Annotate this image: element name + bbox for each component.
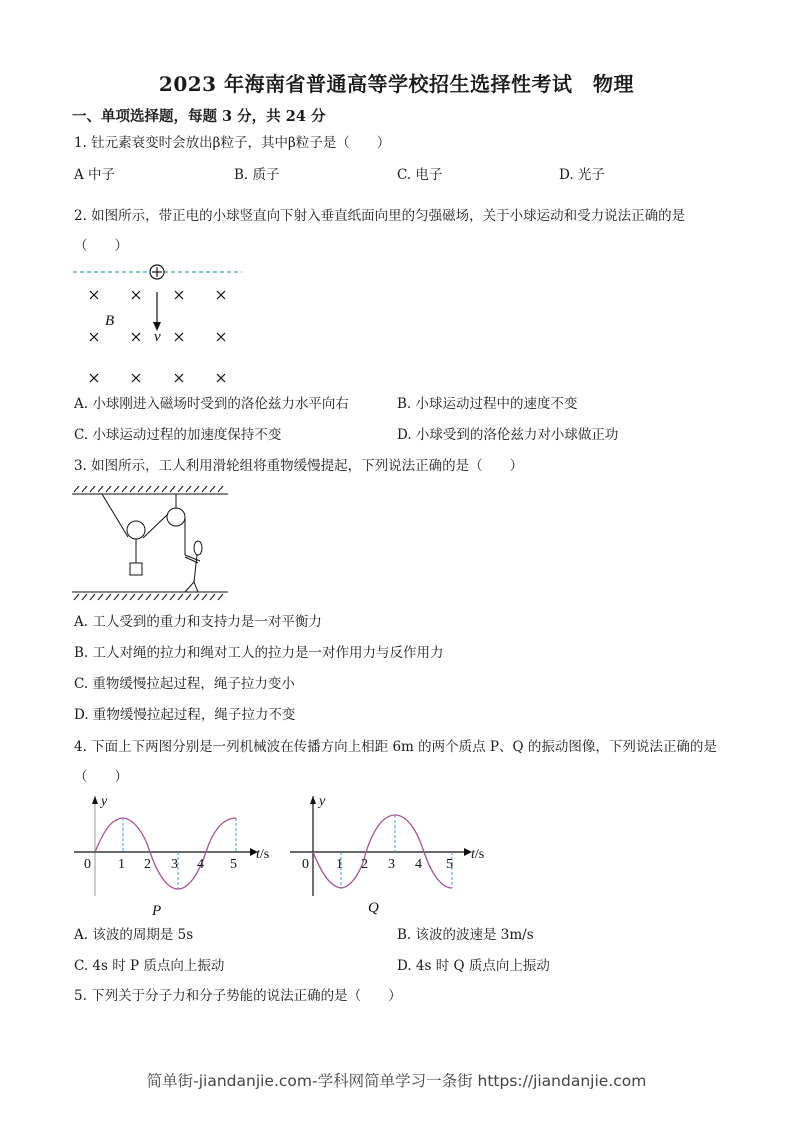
q4-option-d: D. 4s 时 Q 质点向上振动 [397,958,550,974]
q2-option-a: A. 小球刚进入磁场时受到的洛伦兹力水平向右 [74,396,349,412]
q3-option-a: A. 工人受到的重力和支持力是一对平衡力 [74,614,322,630]
svg-text:1: 1 [336,857,343,872]
svg-text:1: 1 [118,857,125,872]
q1-option-d: D. 光子 [559,167,605,183]
q1-option-b: B. 质子 [234,167,280,183]
svg-text:y: y [101,794,108,809]
svg-text:5: 5 [446,857,453,872]
question-2-stem-paren: （ ） [74,238,128,254]
q3-option-d: D. 重物缓慢拉起过程，绳子拉力不变 [74,707,296,723]
svg-text:v: v [154,329,161,345]
question-5-stem: 5. 下列关于分子力和分子势能的说法正确的是（ ） [74,988,402,1004]
svg-text:3: 3 [388,857,395,872]
question-4-stem: 4. 下面上下两图分别是一列机械波在传播方向上相距 6m 的两个质点 P、Q 的振动图像，下列说法正确的是 [74,739,717,755]
svg-text:0: 0 [302,857,309,872]
svg-text:t/s: t/s [471,847,485,862]
svg-text:3: 3 [171,857,178,872]
q3-option-c: C. 重物缓慢拉起过程，绳子拉力变小 [74,676,295,692]
q2-option-b: B. 小球运动过程中的速度不变 [397,396,578,412]
question-1-stem: 1. 钍元素衰变时会放出β粒子，其中β粒子是（ ） [74,135,391,151]
svg-text:2: 2 [361,857,368,872]
q2-option-d: D. 小球受到的洛伦兹力对小球做正功 [397,427,619,443]
svg-text:Q: Q [368,900,379,916]
question-2-stem: 2. 如图所示，带正电的小球竖直向下射入垂直纸面向里的匀强磁场，关于小球运动和受力说法正确的是 [74,208,686,224]
q4-option-c: C. 4s 时 P 质点向上振动 [74,958,225,974]
vibration-graph-q [288,788,498,920]
vibration-graph-p [70,788,280,920]
page-footer-watermark: 简单街-jiandanjie.com-学科网简单学习一条街 https://jiandanjie.com [146,1072,647,1090]
q4-option-a: A. 该波的周期是 5s [74,927,194,943]
svg-text:0: 0 [84,857,91,872]
question-4-stem-paren: （ ） [74,769,128,785]
q1-option-a: A 中子 [74,167,116,183]
q2-option-c: C. 小球运动过程的加速度保持不变 [74,427,282,443]
svg-text:5: 5 [230,857,237,872]
q4-option-b: B. 该波的波速是 3m/s [397,927,534,943]
q3-option-b: B. 工人对绳的拉力和绳对工人的拉力是一对作用力与反作用力 [74,645,444,661]
svg-text:P: P [152,903,162,919]
svg-text:t/s: t/s [256,847,270,862]
svg-text:B: B [105,313,115,329]
section-heading: 一、单项选择题，每题 3 分，共 24 分 [72,108,326,125]
svg-text:4: 4 [197,857,204,872]
pulley-figure [70,482,235,602]
question-3-stem: 3. 如图所示，工人利用滑轮组将重物缓慢提起，下列说法正确的是（ ） [74,458,524,474]
svg-text:y: y [319,794,326,809]
page-title: 2023 年海南省普通高等学校招生选择性考试 物理 [158,72,635,96]
svg-text:4: 4 [415,857,422,872]
magnetic-field-figure [70,260,250,390]
svg-text:2: 2 [144,857,151,872]
q1-option-c: C. 电子 [397,167,443,183]
